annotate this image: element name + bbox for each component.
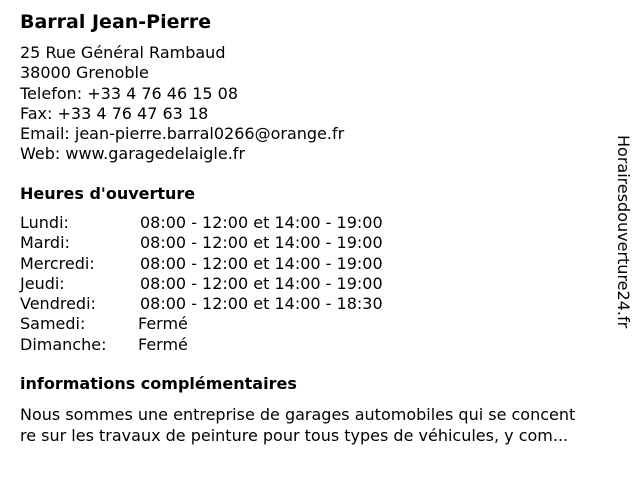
day-hours: 08:00 - 12:00 et 14:00 - 19:00 <box>140 213 383 232</box>
info-heading: informations complémentaires <box>20 374 297 393</box>
day-hours: 08:00 - 12:00 et 14:00 - 19:00 <box>140 273 383 293</box>
day-label: Vendredi: <box>20 294 96 314</box>
day-hours: Fermé <box>138 334 188 354</box>
website: Web: www.garagedelaigle.fr <box>20 144 246 164</box>
street-address: 25 Rue Général Rambaud <box>20 43 226 62</box>
day-hours: Fermé <box>138 314 188 334</box>
day-label: Dimanche: <box>20 334 107 354</box>
day-label: Mercredi: <box>20 253 95 273</box>
day-hours: 08:00 - 12:00 et 14:00 - 19:00 <box>140 253 383 273</box>
hours-heading: Heures d'ouverture <box>20 184 196 203</box>
day-label: Mardi: <box>20 233 70 253</box>
info-description <box>20 404 575 446</box>
day-hours: 08:00 - 12:00 et 14:00 - 19:00 <box>140 233 383 253</box>
day-label: Samedi: <box>20 314 86 334</box>
day-label: Jeudi: <box>20 273 65 293</box>
phone-number: Telefon: +33 4 76 46 15 08 <box>20 83 239 103</box>
email-address: Email: jean-pierre.barral0266@orange.fr <box>20 124 345 144</box>
fax-number: Fax: +33 4 76 47 63 18 <box>20 103 209 123</box>
business-name: Barral Jean-Pierre <box>20 11 212 33</box>
address-block <box>20 43 344 165</box>
day-hours: 08:00 - 12:00 et 14:00 - 18:30 <box>140 294 383 314</box>
info-line: Nous sommes une entreprise de garages automobiles qui se concent <box>20 405 576 424</box>
day-label: Lundi: <box>20 213 69 232</box>
city-postcode: 38000 Grenoble <box>20 63 149 83</box>
info-line: re sur les travaux de peinture pour tous types de véhicules, y com... <box>20 426 569 445</box>
site-watermark: Horairesdouverture24.fr <box>614 135 633 329</box>
